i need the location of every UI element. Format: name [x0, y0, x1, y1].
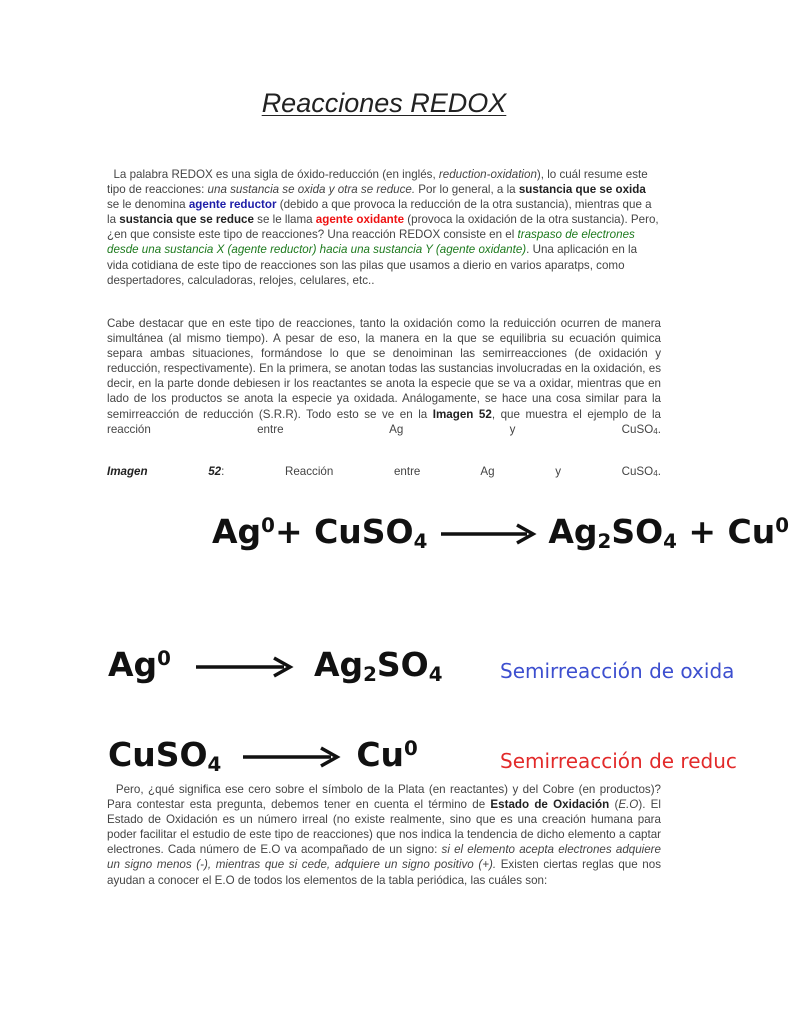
oxidation-half-reaction: Ag$^0$ $Ag_2SO_4$: [108, 645, 443, 686]
agente-reductor-term: agente reductor: [188, 198, 277, 212]
redox-definition: traspaso de electrones desde una sustancia X (agente reductor) hacia una sustancia Y (agente oxidante): [107, 228, 635, 257]
oxidation-label: Semirreacción de oxida: [500, 659, 735, 683]
reaction-arrow-icon: [241, 746, 341, 768]
figure-caption: Imagen 52: Reacción entre Ag y CuSO$_4$.: [107, 465, 661, 478]
third-paragraph: Pero, ¿qué significa ese cero sobre el símbolo de la Plata (en reactantes) y del Cobre (en productos)? Para contestar esta pregunta, debemos tener en cuenta el término de Estado de Oxidación (E.O). El Estado de Oxidación es un número irreal (no existe realmente, sino que es una creación humana para poder facilitar el estudio de este tipo de reacciones) que nos indica la tendencia de dicho elemento a captar electrones. Cada número de E.O va acompañado de un signo: si el elemento acepta electrones adquiere un signo menos (-), mientras que si cede, adquiere un signo positivo (+). Existen ciertas reglas que nos ayudan a conocer el E.O de todos los elementos de la tabla periódica, las cuáles son:: [107, 783, 661, 887]
page-title: Reacciones REDOX: [261, 88, 507, 118]
reaction-arrow-icon: [439, 523, 537, 545]
reaction-arrow-icon: [194, 656, 294, 678]
main-equation: $Ag^0+$ CuSO$_4$ $Ag_2SO_4 + Cu^0$: [212, 512, 789, 553]
reduction-half-reaction: CuSO$_4$ Cu$^0$: [108, 735, 418, 776]
second-paragraph: Cabe destacar que en este tipo de reacciones, tanto la oxidación como la reduicción ocurren de manera simultánea (al mismo tiempo). A pesar de eso, la manera en la que se equilibria su ecuación quimica separa ambas situaciones, formándose lo que se denoiminan las semirreacciones (de oxidación y reducción, respectivamente). En la primera, se anotan todas las sustancias involucradas en la oxidación, es decir, en la parte donde debiesen ir los reactantes se anota la especie que se va a oxidar, mientras que en lado de los productos se anota la especie ya oxidada. Análogamente, se hace una cosa similar para la semirreacción de reducción (S.R.R). Todo esto se ve en la Imagen 52, que muestra el ejemplo de la reacción entre Ag y CuSO$_4$.: [107, 317, 661, 436]
reduction-label: Semirreacción de reduc: [500, 749, 737, 773]
intro-paragraph: La palabra REDOX es una sigla de óxido-reducción (en inglés, reduction-oxidation), lo cuál resume este tipo de reacciones: una sustancia se oxida y otra se reduce. Por lo general, a la sustancia que se oxida se le denomina agente reductor (debido a que provoca la reducción de la otra sustancia), mientras que a la sustancia que se reduce se le llama agente oxidante (provoca la oxidación de la otra sustancia). Pero, ¿en que consiste este tipo de reacciones? Una reacción REDOX consiste en el traspaso de electrones desde una sustancia X (agente reductor) hacia una sustancia Y (agente oxidante). Una aplicación en la vida cotidiana de este tipo de reacciones son las pilas que usamos a dierio en varios aparatps, como despertadores, calculadoras, relojes, celulares, etc..: [107, 168, 659, 287]
agente-oxidante-term: agente oxidante: [315, 213, 405, 227]
